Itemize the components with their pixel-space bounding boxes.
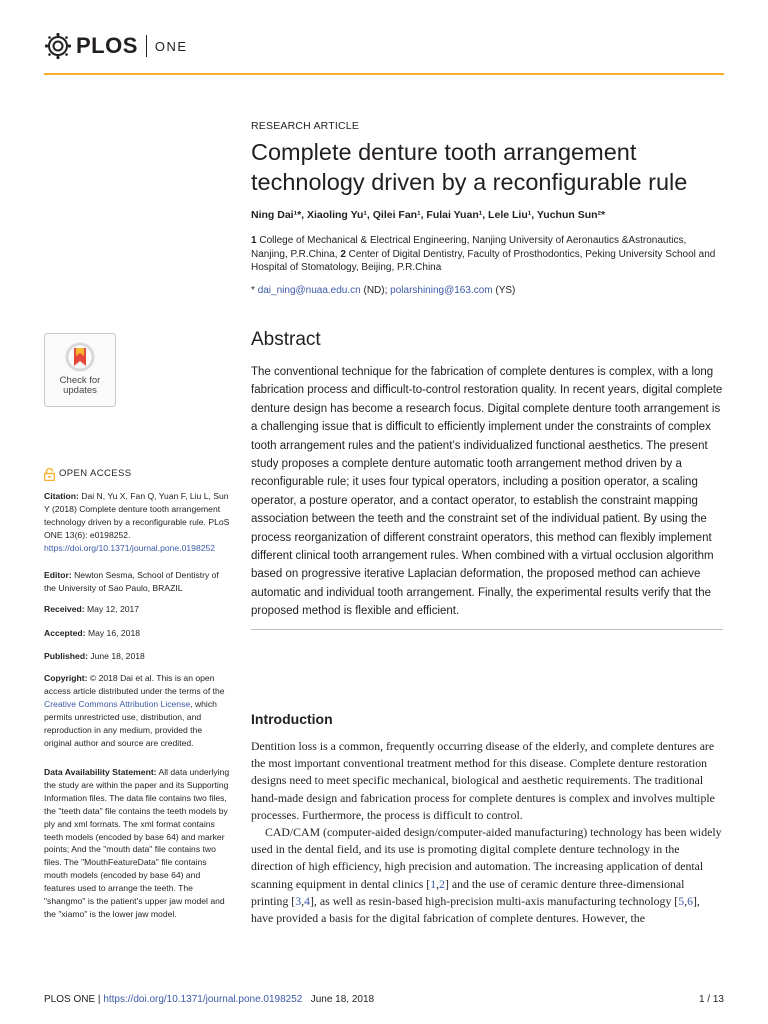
affiliation-number: 1	[251, 235, 257, 246]
open-access-badge	[44, 468, 232, 481]
received-label: Received:	[44, 604, 85, 614]
open-lock-icon	[44, 468, 55, 481]
email-link[interactable]: polarshining@163.com	[390, 285, 493, 296]
page-footer	[44, 994, 724, 1005]
accepted-date	[44, 627, 232, 640]
affiliation-2: Center of Digital Dentistry, Faculty of Prosthodontics, Peking University School and Hospital of Stomatology, Beijing, P.R.China	[251, 248, 716, 273]
published-date	[44, 650, 232, 663]
affiliations	[251, 234, 723, 275]
abstract-heading: Abstract	[251, 329, 321, 350]
email-link[interactable]: dai_ning@nuaa.edu.cn	[257, 285, 361, 296]
reference-link[interactable]: 3	[295, 893, 302, 908]
citation-doi-link[interactable]: https://doi.org/10.1371/journal.pone.0198252	[44, 542, 216, 553]
intro-text: ], have provided a basis for the digital fabrication of complete dentures. However, the	[251, 893, 700, 926]
copyright-block	[44, 672, 232, 749]
plos-logo[interactable]	[44, 32, 188, 60]
article-title: Complete denture tooth arrangement technology driven by a reconfigurable rule	[251, 139, 688, 195]
data-availability-text: All data underlying the study are within the paper and its Supporting Information files. The data file contains two files, the "teeth data" file contains the teeth models by ply and xml formats. The xml format contains teeth models (encoded by base 64) and marker points; And the "mouth data" file contains two files. The "MouthFeatureData" file contains mouth models (encoded by base 64) and features used to arrange the teeth. The "shangmo" is the patient's upper jaw model and the "xiamo" is the lower jaw model.	[44, 767, 230, 919]
received-date	[44, 603, 232, 616]
header-rule	[44, 73, 724, 75]
reference-link[interactable]: 4	[304, 893, 310, 908]
accepted-label: Accepted:	[44, 628, 86, 638]
check-for-updates-button[interactable]	[44, 333, 116, 407]
data-availability-block	[44, 766, 232, 921]
article-type: RESEARCH ARTICLE	[251, 120, 360, 132]
footer-separator: |	[97, 994, 101, 1005]
intro-text: ], as well as resin-based high-precision multi-axis manufacturing technology [	[310, 893, 679, 908]
check-for-updates-line2: updates	[63, 385, 97, 396]
check-for-updates-label	[45, 376, 115, 396]
published-value: June 18, 2018	[90, 651, 145, 661]
reference-link[interactable]: 1	[430, 876, 437, 891]
citation-text: Dai N, Yu X, Fan Q, Yuan F, Liu L, Sun Y (2018) Complete denture tooth arrangement technology driven by a reconfigurable rule. PLoS ONE 13(6): e0198252.	[44, 491, 230, 540]
intro-text: CAD/CAM (computer-aided design/computer-aided manufacturing) technology has been widely used in the dental field, and its use is promoting digital complete denture technology in the direction of high efficiency, high precision and automation. The increasing application of dental scanning equipment in dental clinics [	[251, 825, 722, 891]
footer-journal: PLOS ONE	[44, 994, 96, 1005]
affiliation-1: College of Mechanical & Electrical Engineering, Nanjing University of Aeronautics &Astronautics, Nanjing, P.R.China,	[251, 235, 687, 260]
citation-label: Citation:	[44, 491, 79, 501]
editor-label: Editor:	[44, 570, 72, 580]
logo-word: PLOS	[76, 33, 138, 58]
affiliation-number: 2	[340, 248, 346, 260]
editor-text: Newton Sesma, School of Dentistry of the University of Sao Paulo, BRAZIL	[44, 570, 219, 593]
accepted-value: May 16, 2018	[87, 628, 141, 638]
introduction-heading: Introduction	[251, 711, 333, 727]
email-suffix: (YS)	[495, 285, 516, 296]
intro-text: ] and the use of ceramic denture three-dimensional printing [	[251, 876, 685, 908]
footer-date: June 18, 2018	[310, 994, 375, 1005]
journal-header	[44, 32, 724, 72]
citation-block	[44, 490, 232, 555]
received-value: May 12, 2017	[87, 604, 140, 614]
data-availability-label: Data Availability Statement:	[44, 767, 157, 777]
bookmark-ribbon-icon	[65, 342, 95, 372]
check-for-updates-line1: Check for	[59, 375, 101, 386]
copyright-text: , which permits unrestricted use, distribution, and reproduction in any medium, provided the original author and source are credited.	[44, 698, 217, 748]
author-list: Ning Dai¹*, Xiaoling Yu¹, Qilei Fan¹, Fulai Yuan¹, Lele Liu¹, Yuchun Sun²*	[251, 209, 606, 221]
footer-doi-link[interactable]: https://doi.org/10.1371/journal.pone.0198252	[103, 994, 303, 1005]
copyright-text: © 2018 Dai et al. This is an open access article distributed under the terms of the	[44, 673, 225, 696]
abstract-divider	[251, 629, 723, 630]
plos-logo-icon	[44, 32, 72, 60]
corresponding-star: *	[251, 285, 255, 296]
published-label: Published:	[44, 651, 88, 661]
reference-link[interactable]: 2	[439, 876, 445, 891]
reference-link[interactable]: 6	[687, 893, 693, 908]
corresponding-authors	[251, 285, 723, 296]
open-access-label: OPEN ACCESS	[59, 468, 132, 480]
logo-journal: ONE	[154, 38, 188, 54]
email-suffix: (ND);	[363, 285, 388, 296]
introduction-body	[251, 738, 723, 927]
license-link[interactable]: Creative Commons Attribution License	[44, 698, 191, 709]
reference-link[interactable]: 5	[678, 893, 685, 908]
page-number: 1 / 13	[698, 994, 724, 1005]
copyright-label: Copyright:	[44, 673, 88, 683]
intro-paragraph: Dentition loss is a common, frequently occurring disease of the elderly, and complete dentures are the most important conventional treatment method for this disease. Complete denture restoration designs need to meet specific mechanical, biological and aesthetic requirements. The traditional hand-made design and fabrication process for complete dentures is complex and involves multiple processes. Furthermore, the process is difficult to control.	[251, 739, 715, 822]
logo-divider	[146, 35, 147, 57]
intro-paragraph: CAD/CAM (computer-aided design/computer-aided manufacturing) technology has been widely used in the dental field, and its use is promoting digital complete denture technology in the direction of high efficiency, high precision and automation. The increasing application of dental scanning equipment in dental clinics [1,2] and the use of ceramic denture three-dimensional printing [3,4], as well as resin-based high-precision multi-axis manufacturing technology [5,6], have provided a basis for the digital fabrication of complete dentures. However, the	[251, 825, 722, 926]
abstract-text: The conventional technique for the fabrication of complete dentures is complex, with a long fabrication process and difficult-to-control restoration quality. In recent years, digital complete denture design has become a research focus. Digital complete denture tooth arrangement is a challenging issue that is difficult to efficiently implement under the constraints of complex tooth arrangement rules and the patient’s individualized functional aesthetics. The present study proposes a complete denture automatic tooth arrangement method driven by a reconfigurable rule; it uses four typical operators, including a position operator, a scaling operator, a posture operator, and a contact operator, to establish the constraint mapping association between the teeth and the constraint set of the individual patient. By using the process reorganization of different constraint operators, this method can flexibly implement different clinical tooth arrangement rules. When combined with a virtual occlusion algorithm based on progressive iterative Laplacian deformation, the proposed method can achieve automatic and individual tooth arrangement. Finally, the experimental results verify that the proposed method is flexible and efficient.	[251, 366, 723, 618]
editor-block	[44, 569, 232, 595]
